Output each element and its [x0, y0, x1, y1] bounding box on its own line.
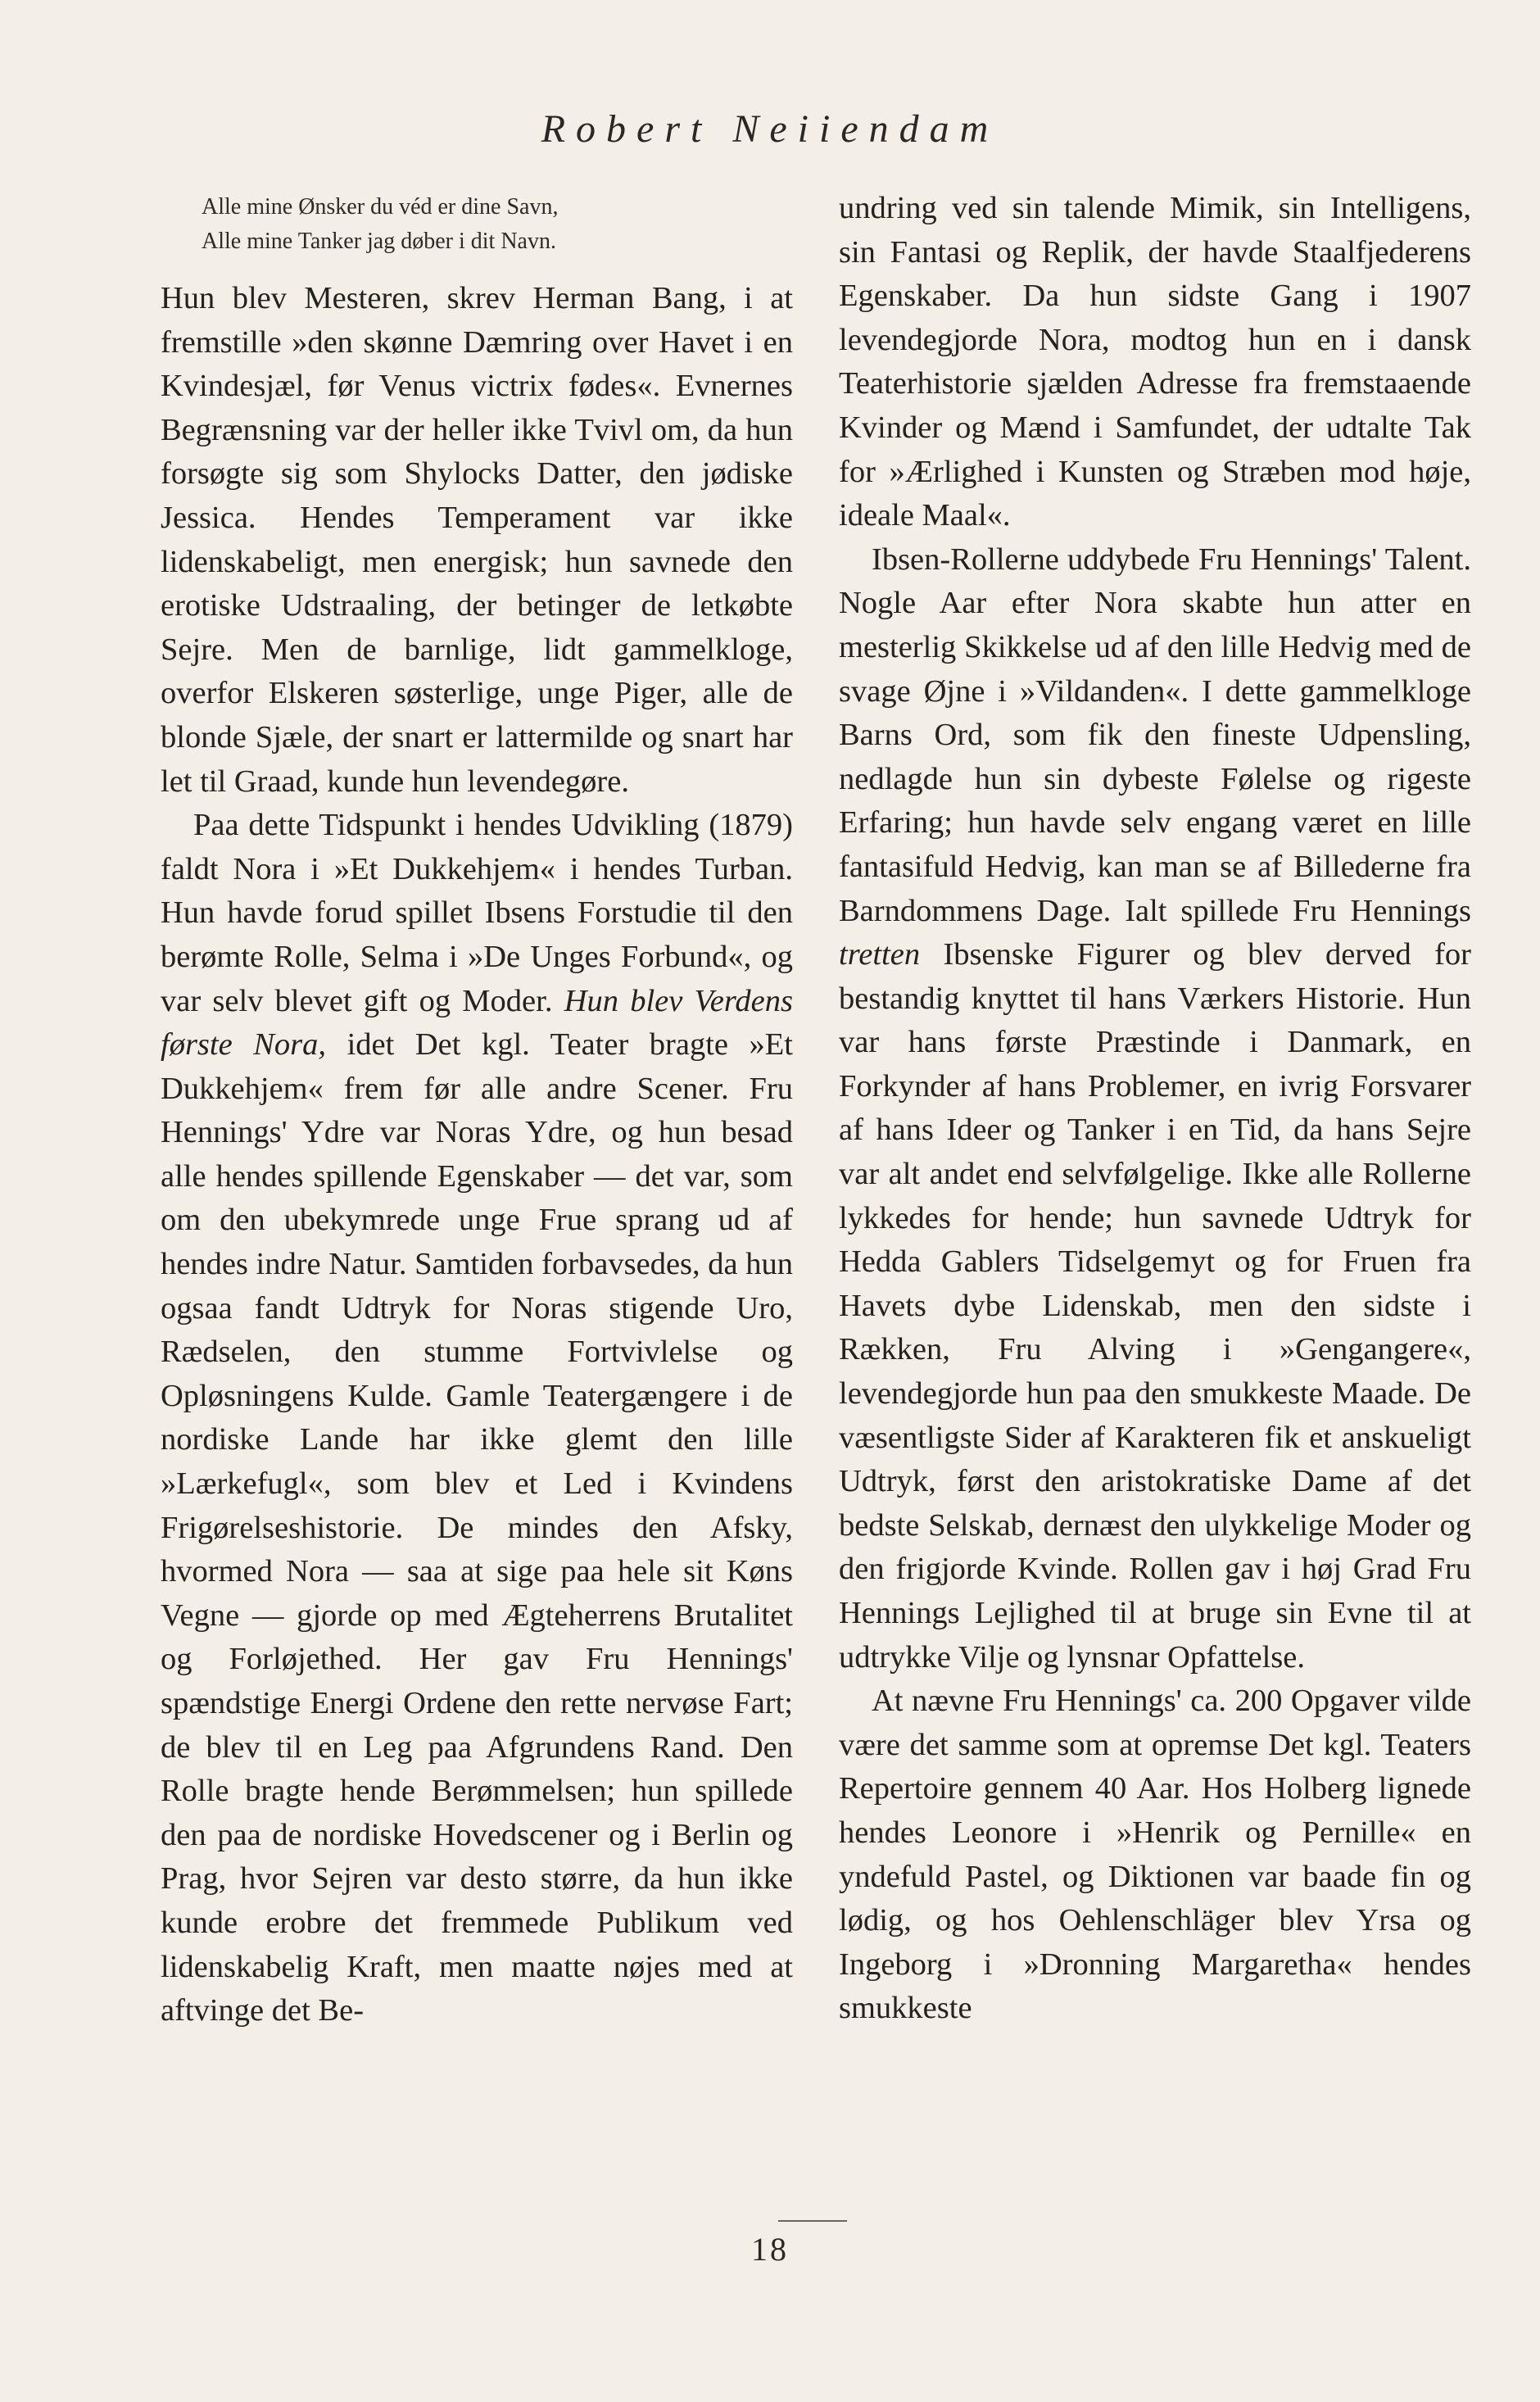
verse-line-2: Alle mine Tanker jag døber i dit Navn. — [202, 229, 556, 254]
left-column — [161, 190, 793, 2033]
paragraph-text: Ibsenske Figurer og blev derved for bestandig knyttet til hans Værkers Historie. Hun var hans første Præstinde i Danmark, en Forkynder af hans Problemer, en ivrig Forsvarer af hans Ideer og Tanker i en Tid, da hans Sejre var alt andet end selvfølgelige. Ikke alle Rollerne lykkedes for hende; hun savnede Udtryk for Hedda Gablers Tidselgemyt og for Fruen fra Havets dybe Lidenskab, men den sidste i Rækken, Fru Alving i »Gengangere«, levendegjorde hun paa den smukkeste Maade. De væsentligste Sider af Karakteren fik et anskueligt Udtryk, først den aristokratiske Dame af det bedste Selskab, dernæst den ulykkelige Moder og den frigjorde Kvinde. Rollen gav i høj Grad Fru Hennings Lejlighed til at bruge sin Evne til at udtrykke Vilje og lynsnar Opfattelse. — [839, 937, 1471, 1675]
paragraph — [839, 538, 1471, 1679]
paragraph — [161, 804, 793, 2033]
verse-line-1: Alle mine Ønsker du véd er dine Savn, — [202, 194, 559, 220]
paragraph: Hun blev Mesteren, skrev Herman Bang, i at fremstille »den skønne Dæmring over Havet i en Kvindesjæl, før Venus victrix fødes«. Evnernes Begrænsning var der heller ikke Tvivl om, da hun forsøgte sig som Shylocks Datter, den jødiske Jessica. Hendes Temperament var ikke lidenskabeligt, men energisk; hun savnede den erotiske Udstraaling, der betinger de letkøbte Sejre. Men de barnlige, lidt gammelkloge, overfor Elskeren søsterlige, unge Piger, alle de blonde Sjæle, der snart er lattermilde og snart har let til Graad, kunde hun levendegøre. — [161, 281, 793, 799]
right-column — [839, 187, 1471, 2031]
paragraph: undring ved sin talende Mimik, sin Intelligens, sin Fantasi og Replik, der havde Staalfjederens Egenskaber. Da hun sidste Gang i 1907 levendegjorde Nora, modtog hun en i dansk Teaterhistorie sjælden Adresse fra fremstaaende Kvinder og Mænd i Samfundet, der udtalte Tak for »Ærlighed i Kunsten og Stræben mod høje, ideale Maal«. — [839, 191, 1471, 533]
emphasis-text: tretten — [839, 937, 921, 972]
paragraph: At nævne Fru Hennings' ca. 200 Opgaver vilde være det samme som at opremse Det kgl. Teaters Repertoire gennem 40 Aar. Hos Holberg lignede hendes Leonore i »Henrik og Pernille« en yndefuld Pastel, og Diktionen var baade fin og lødig, og hos Oehlenschläger blev Yrsa og Ingeborg i »Dronning Margaretha« hendes smukkeste — [839, 1684, 1471, 2026]
footer-rule — [778, 2220, 847, 2222]
running-header: Robert Neiiendam — [541, 107, 999, 151]
paragraph-text: idet Det kgl. Teater bragte »Et Dukkehjem« frem før alle andre Scener. Fru Hennings' Ydre var Noras Ydre, og hun besad alle hendes spillende Egenskaber — det var, som om den ubekymrede unge Frue sprang ud af hendes indre Natur. Samtiden forbavsedes, da hun ogsaa fandt Udtryk for Noras stigende Uro, Rædselen, den stumme Fortvivlelse og Opløsningens Kulde. Gamle Teatergængere i de nordiske Lande har ikke glemt den lille »Lærkefugl«, som blev et Led i Kvindens Frigørelseshistorie. De mindes den Afsky, hvormed Nora — saa at sige paa hele sit Køns Vegne — gjorde op med Ægteherrens Brutalitet og Forløjethed. Her gav Fru Hennings' spændstige Energi Ordene den rette nervøse Fart; de blev til en Leg paa Afgrundens Rand. Den Rolle bragte hende Berømmelsen; hun spillede den paa de nordiske Hovedscener og i Berlin og Prag, hvor Sejren var desto større, da hun ikke kunde erobre det fremmede Publikum ved lidenskabelig Kraft, men maatte nøjes med at aftvinge det Be- — [161, 1027, 794, 2028]
page-number: 18 — [751, 2231, 789, 2268]
emphasis-text: Hun blev Verdens første Nora, — [161, 983, 793, 1063]
paragraph-text: Ibsen-Rollerne uddybede Fru Hennings' Talent. Nogle Aar efter Nora skabte hun atter en mesterlig Skikkelse ud af den lille Hedvig med de svage Øjne i »Vildanden«. I dette gammelkloge Barns Ord, som fik den fineste Udpensling, nedlagde hun sin dybeste Følelse og rigeste Erfaring; hun havde selv engang været en lille fantasifuld Hedvig, kan man se af Billederne fra Barndommens Dage. Ialt spillede Fru Hennings — [839, 542, 1471, 928]
verse-quote — [161, 190, 793, 259]
paragraph-text: Paa dette Tidspunkt i hendes Udvikling (1879) faldt Nora i »Et Dukkehjem« i hendes Turban. Hun havde forud spillet Ibsens Forstudie til den berømte Rolle, Selma i »De Unges Forbund«, og var selv blevet gift og Moder. — [161, 808, 793, 1018]
